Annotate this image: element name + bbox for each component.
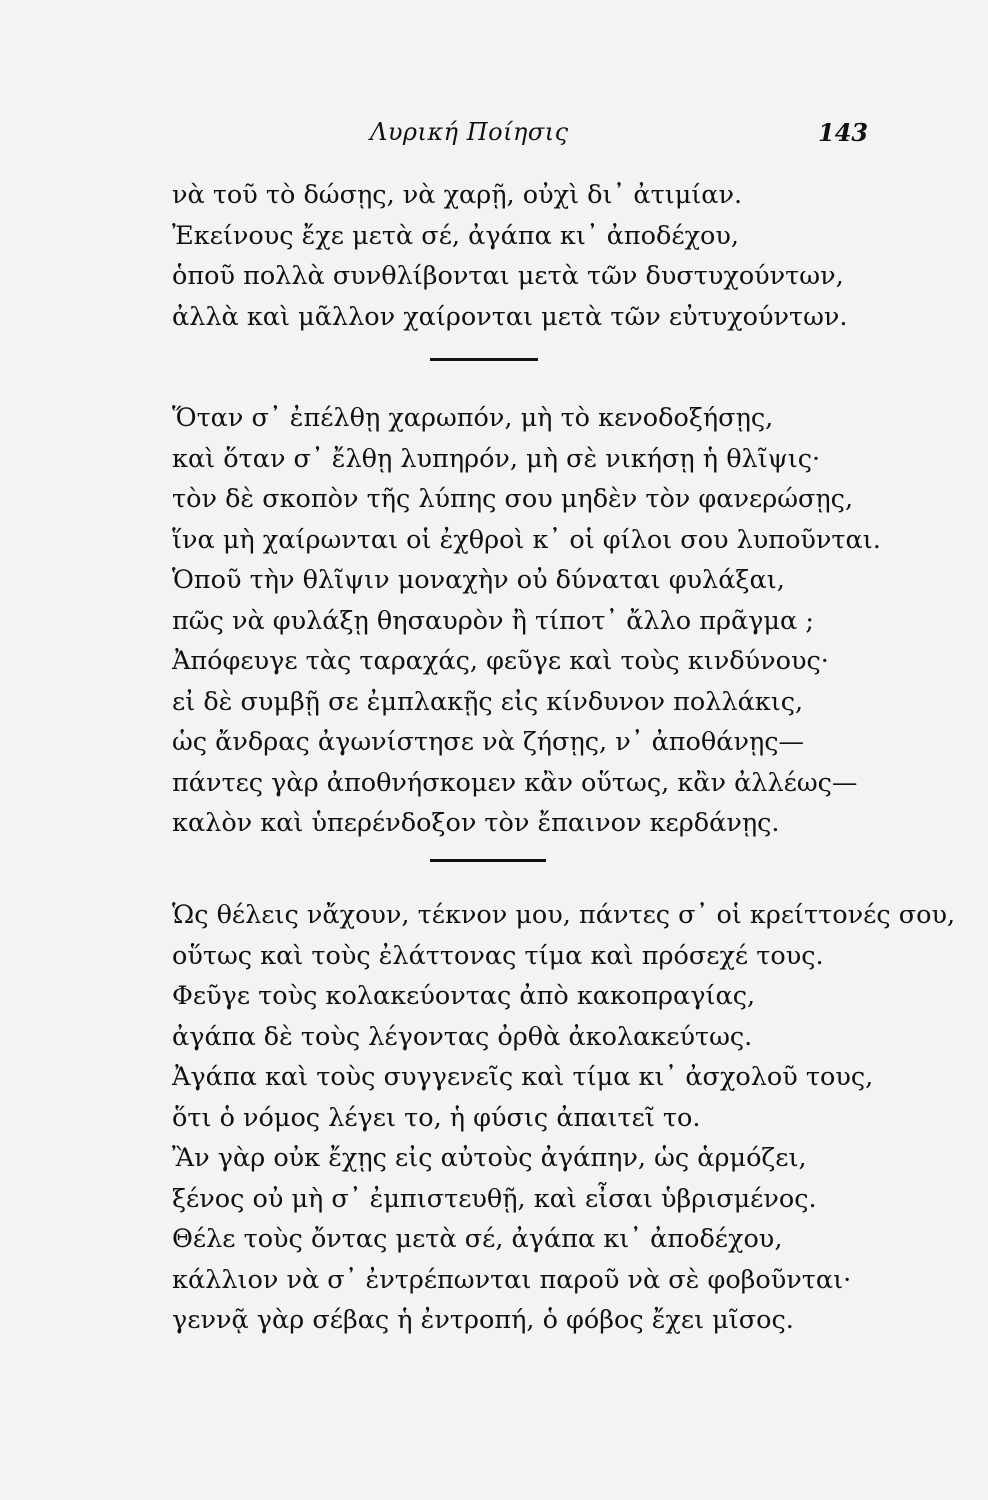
running-title: Λυρική Ποίησις: [370, 118, 569, 146]
verse-line: τὸν δὲ σκοπὸν τῆς λύπης σου μηδὲν τὸν φανερώσῃς,: [172, 484, 854, 514]
page-number: 143: [818, 118, 869, 147]
stanza-1: [172, 175, 848, 337]
verse-line: Φεῦγε τοὺς κολακεύοντας ἀπὸ κακοπραγίας,: [172, 981, 756, 1011]
verse-line: ἀλλὰ καὶ μᾶλλον χαίρονται μετὰ τῶν εὐτυχούντων.: [172, 301, 848, 332]
verse-line: ὁποῦ πολλὰ συνθλίβονται μετὰ τῶν δυστυχούντων,: [172, 261, 844, 291]
verse-line: οὕτως καὶ τοὺς ἐλάττονας τίμα καὶ πρόσεχέ τους.: [172, 940, 824, 971]
section-divider: [430, 358, 538, 361]
verse-line: Θέλε τοὺς ὄντας μετὰ σέ, ἀγάπα κι᾽ ἀποδέχου,: [172, 1224, 783, 1254]
verse-line: πάντες γὰρ ἀποθνήσκομεν κἂν οὕτως, κἂν ἀλλέως—: [172, 767, 858, 798]
verse-line: ὅτι ὁ νόμος λέγει το, ἡ φύσις ἀπαιτεῖ το.: [172, 1102, 701, 1133]
verse-line: Ὡς θέλεις νἄχουν, τέκνον μου, πάντες σ᾽ οἱ κρείττονές σου,: [172, 900, 956, 930]
verse-line: ἀγάπα δὲ τοὺς λέγοντας ὀρθὰ ἀκολακεύτως.: [172, 1021, 753, 1052]
verse-line: ξένος οὐ μὴ σ᾽ ἐμπιστευθῇ, καὶ εἶσαι ὑβρισμένος.: [172, 1183, 817, 1214]
verse-line: Ἂν γὰρ οὐκ ἔχῃς εἰς αὐτοὺς ἀγάπην, ὡς ἁρμόζει,: [172, 1143, 807, 1173]
verse-line: καλὸν καὶ ὑπερένδοξον τὸν ἔπαινον κερδάνῃς.: [172, 808, 780, 838]
verse-line: ἵνα μὴ χαίρωνται οἱ ἐχθροὶ κ᾽ οἱ φίλοι σου λυποῦνται.: [172, 524, 881, 555]
verse-line: Ἀπόφευγε τὰς ταραχάς, φεῦγε καὶ τοὺς κινδύνους·: [172, 646, 829, 676]
stanza-2: [172, 398, 881, 844]
verse-line: κάλλιον νὰ σ᾽ ἐντρέπωνται παροῦ νὰ σὲ φοβοῦνται·: [172, 1264, 852, 1295]
verse-line: Ἀγάπα καὶ τοὺς συγγενεῖς καὶ τίμα κι᾽ ἀσχολοῦ τους,: [172, 1062, 874, 1092]
verse-line: εἰ δὲ συμβῇ σε ἐμπλακῇς εἰς κίνδυνον πολλάκις,: [172, 686, 804, 717]
verse-line: γεννᾷ γὰρ σέβας ἡ ἐντροπή, ὁ φόβος ἔχει μῖσος.: [172, 1305, 794, 1335]
verse-line: Ὁποῦ τὴν θλῖψιν μοναχὴν οὐ δύναται φυλάξαι,: [172, 565, 785, 595]
verse-line: νὰ τοῦ τὸ δώσῃς, νὰ χαρῇ, οὐχὶ δι᾽ ἀτιμίαν.: [172, 180, 743, 210]
verse-line: Ὅταν σ᾽ ἐπέλθῃ χαρωπόν, μὴ τὸ κενοδοξήσῃς,: [172, 403, 774, 433]
verse-line: Ἐκείνους ἔχε μετὰ σέ, ἀγάπα κι᾽ ἀποδέχου,: [172, 220, 740, 251]
section-divider: [430, 859, 546, 862]
stanza-3: [172, 895, 955, 1341]
verse-line: πῶς νὰ φυλάξῃ θησαυρὸν ἢ τίποτ᾽ ἄλλο πρᾶγμα ;: [172, 605, 814, 636]
verse-line: ὡς ἄνδρας ἀγωνίστησε νὰ ζήσῃς, ν᾽ ἀποθάνῃς—: [172, 727, 805, 757]
verse-line: καὶ ὅταν σ᾽ ἔλθῃ λυπηρόν, μὴ σὲ νικήσῃ ἡ θλῖψις·: [172, 443, 821, 474]
